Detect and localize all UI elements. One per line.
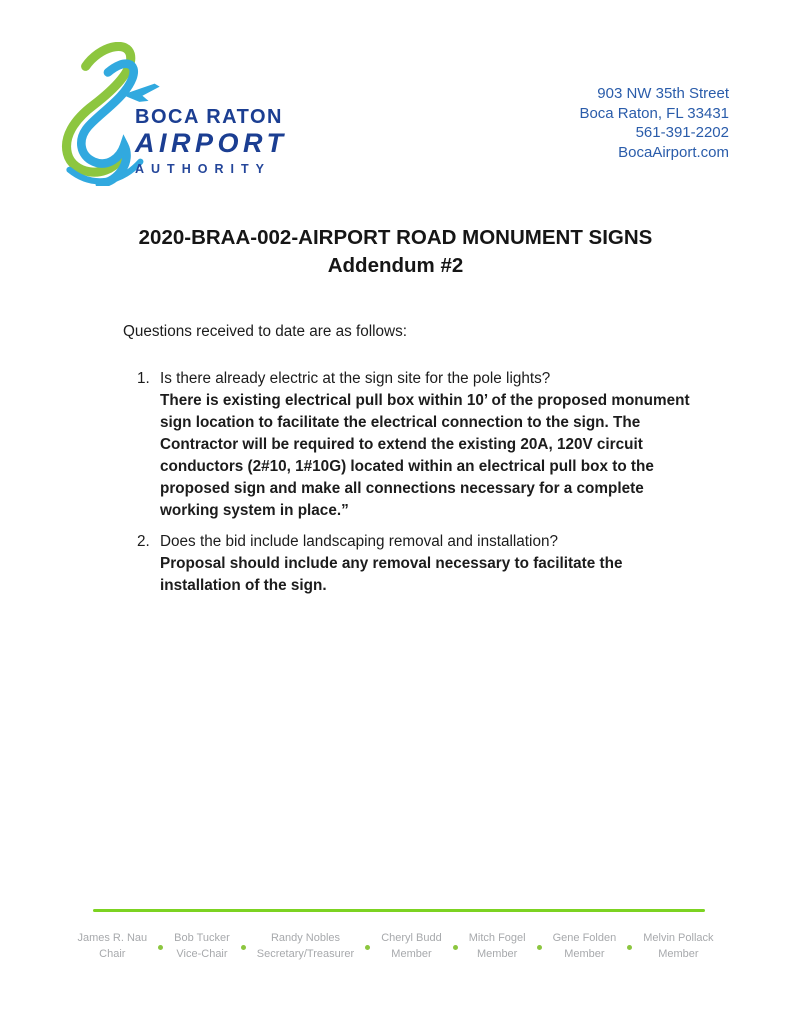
member-name: Gene Folden [552,932,617,944]
question-text: Is there already electric at the sign site for the pole lights? [160,370,551,387]
document-title [0,224,791,280]
answer-text: Proposal should include any removal necessary to facilitate the installation of the sign. [160,555,623,594]
separator-dot-icon [453,945,458,950]
question-body [160,368,698,522]
contact-street: 903 NW 35th Street [597,85,729,102]
member-name: Mitch Fogel [468,932,526,944]
separator-dot-icon [158,945,163,950]
member-name: Bob Tucker [174,932,230,944]
member-role: Vice-Chair [176,947,228,960]
document-body [123,321,698,606]
board-member [469,931,526,962]
member-role: Member [477,947,518,960]
member-role: Member [391,947,432,960]
separator-dot-icon [627,945,632,950]
board-member [77,931,147,962]
board-member [257,931,354,962]
member-role: Member [564,947,605,960]
answer-text: There is existing electrical pull box within 10’ of the proposed monument sign location to facilitate the electrical connection to the sign. The Contractor will be required to extend the existing 20A, 120V circuit conductors (2#10, 1#10G) located within an electrical pull box to the proposed sign and make all connections necessary for a complete working system in place.” [160,392,690,519]
question-text: Does the bid include landscaping removal and installation? [160,533,558,550]
logo-line-authority: AUTHORITY [135,162,271,176]
board-members [30,931,761,962]
logo-text [135,106,288,176]
member-name: Melvin Pollack [643,932,714,944]
logo [55,42,288,186]
contact-phone: 561-391-2202 [635,124,729,141]
question-number: 2. [137,533,150,550]
member-name: Cheryl Budd [381,932,442,944]
separator-dot-icon [537,945,542,950]
contact-website: BocaAirport.com [618,143,729,161]
member-role: Secretary/Treasurer [256,947,355,960]
document-title-line1: 2020-BRAA-002-AIRPORT ROAD MONUMENT SIGNS [138,226,653,249]
question-number: 1. [137,370,150,387]
separator-dot-icon [241,945,246,950]
footer-divider [93,909,705,912]
intro-text: Questions received to date are as follows: [123,323,407,340]
member-role: Chair [99,947,126,960]
contact-city: Boca Raton, FL 33431 [579,104,729,122]
member-name: James R. Nau [77,932,148,944]
contact-block [579,84,729,162]
question-item [137,531,698,597]
question-item [137,368,698,522]
document-title-line2: Addendum #2 [327,254,464,277]
board-member [553,931,617,962]
separator-dot-icon [365,945,370,950]
board-member [174,931,230,962]
member-name: Randy Nobles [270,932,341,944]
board-member [381,931,442,962]
board-member [643,931,713,962]
logo-line-airport: AIRPORT [135,128,288,158]
question-body [160,531,698,597]
logo-line-boca-raton: BOCA RATON [135,106,283,128]
member-role: Member [658,947,699,960]
